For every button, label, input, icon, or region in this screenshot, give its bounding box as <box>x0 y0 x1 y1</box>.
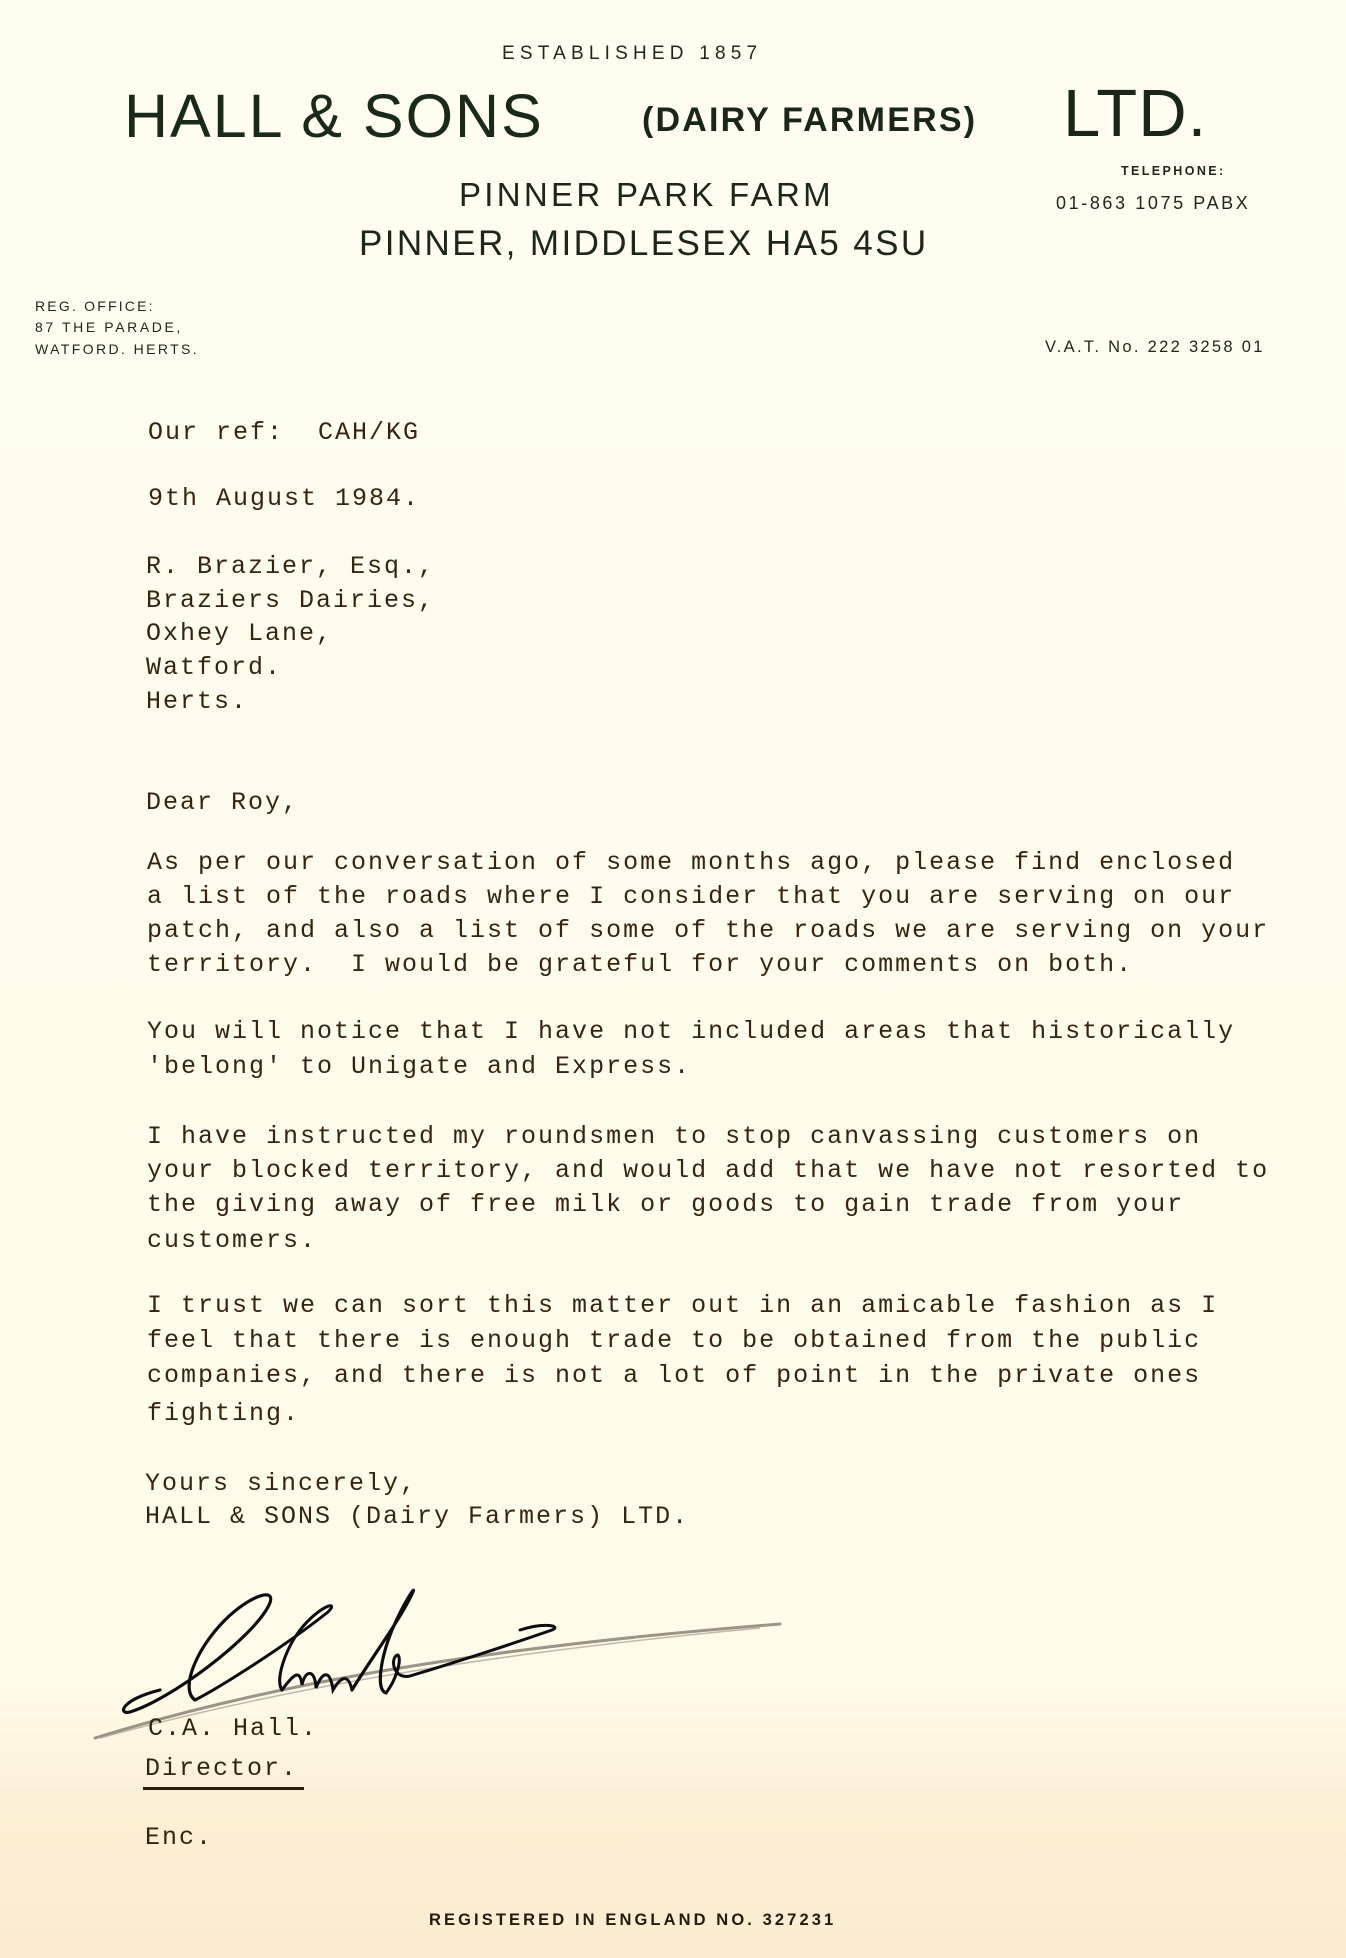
paragraph-4-line: I trust we can sort this matter out in an amicable fashion as I <box>147 1291 1219 1320</box>
company-suffix: LTD. <box>1063 76 1208 151</box>
paragraph-1-line: patch, and also a list of some of the roads we are serving on your <box>147 916 1270 945</box>
salutation: Dear Roy, <box>146 788 300 817</box>
title-underline <box>143 1787 304 1790</box>
recipient-line: Braziers Dairies, <box>146 586 436 615</box>
signature-icon <box>0 1560 800 1760</box>
company-name: HALL & SONS <box>124 82 544 150</box>
address-line-1: PINNER PARK FARM <box>459 176 834 213</box>
vat-number: V.A.T. No. 222 3258 01 <box>1045 338 1265 356</box>
registered-office-line-2: WATFORD. HERTS. <box>35 341 200 357</box>
enclosure-note: Enc. <box>145 1823 214 1852</box>
signatory-title: Director. <box>145 1754 299 1783</box>
established-line: ESTABLISHED 1857 <box>502 43 763 64</box>
telephone-number: 01-863 1075 PABX <box>1056 193 1251 213</box>
paragraph-2-line: 'belong' to Unigate and Express. <box>147 1052 692 1081</box>
paragraph-4-line: fighting. <box>147 1399 301 1428</box>
recipient-line: R. Brazier, Esq., <box>146 552 436 581</box>
registered-office-label: REG. OFFICE: <box>35 298 155 314</box>
paragraph-2-line: You will notice that I have not included areas that historically <box>147 1017 1236 1046</box>
paragraph-1-line: territory. I would be grateful for your comments on both. <box>147 950 1134 979</box>
closing: Yours sincerely, <box>145 1469 418 1498</box>
recipient-line: Herts. <box>146 687 249 716</box>
paragraph-3-line: customers. <box>147 1226 318 1255</box>
letter-date: 9th August 1984. <box>148 484 421 513</box>
paragraph-4-line: feel that there is enough trade to be obtained from the public <box>147 1326 1202 1355</box>
registered-office-line-1: 87 THE PARADE, <box>35 319 183 335</box>
recipient-line: Watford. <box>146 653 283 682</box>
closing-company: HALL & SONS (Dairy Farmers) LTD. <box>145 1502 690 1531</box>
recipient-line: Oxhey Lane, <box>146 619 334 648</box>
company-descriptor: (DAIRY FARMERS) <box>642 101 978 139</box>
reference-line: Our ref: CAH/KG <box>148 418 421 447</box>
paragraph-1-line: As per our conversation of some months ago, please find enclosed <box>147 848 1236 877</box>
signatory-name: C.A. Hall. <box>148 1714 319 1743</box>
paragraph-3-line: your blocked territory, and would add that we have not resorted to <box>147 1156 1270 1185</box>
address-line-2: PINNER, MIDDLESEX HA5 4SU <box>359 224 929 263</box>
paragraph-3-line: I have instructed my roundsmen to stop canvassing customers on <box>147 1122 1202 1151</box>
paragraph-1-line: a list of the roads where I consider that you are serving on our <box>147 882 1236 911</box>
telephone-label: TELEPHONE: <box>1121 164 1226 178</box>
paragraph-4-line: companies, and there is not a lot of point in the private ones <box>147 1361 1202 1390</box>
paragraph-3-line: the giving away of free milk or goods to gain trade from your <box>147 1190 1185 1219</box>
registration-footer: REGISTERED IN ENGLAND NO. 327231 <box>429 1911 837 1929</box>
